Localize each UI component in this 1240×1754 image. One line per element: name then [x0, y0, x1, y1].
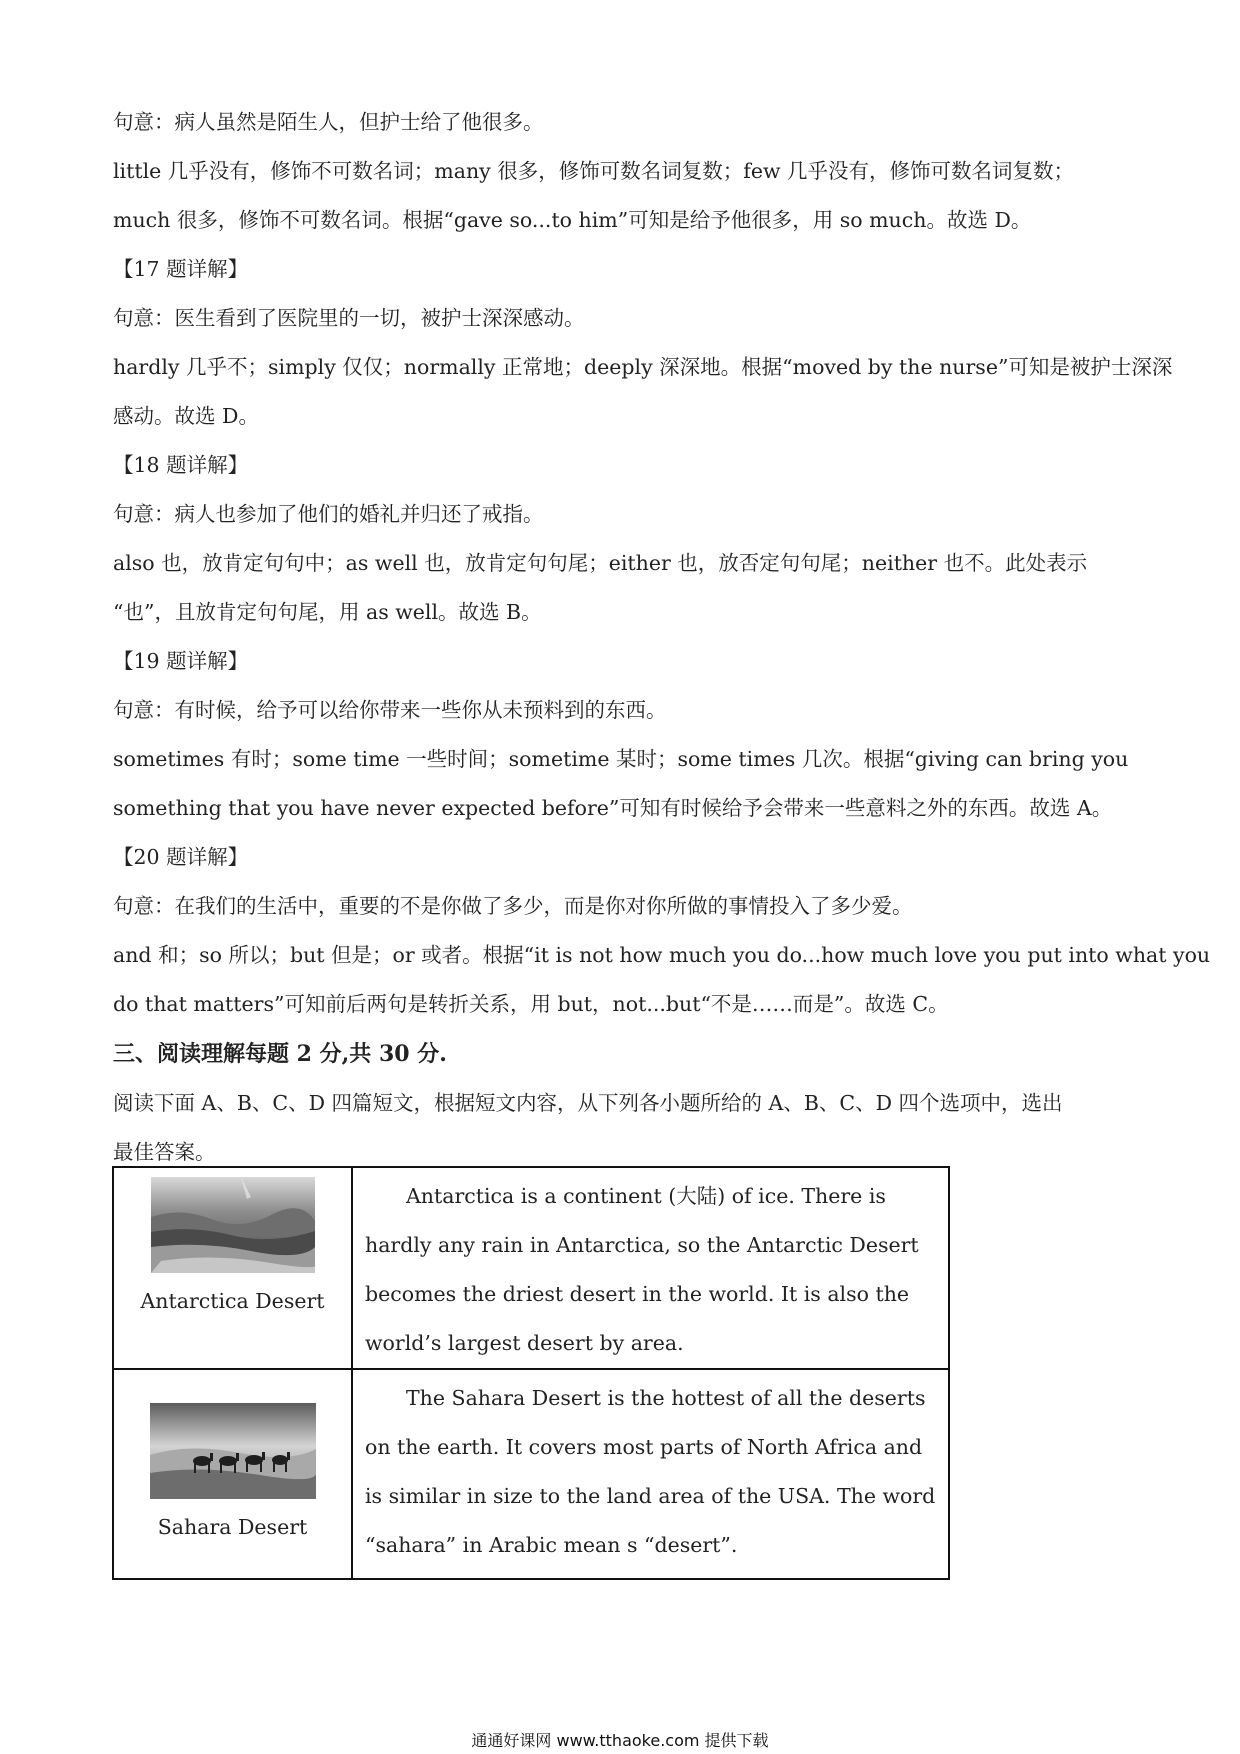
desert-description: Antarctica is a continent (大陆) of ice. There is hardly any rain in Antarctica, so the Antarctic Desert becomes the driest desert in the world. It is also the world’s largest desert by area.	[365, 1184, 919, 1355]
text-line: do that matters”可知前后两句是转折关系，用 but，not...but“不是……而是”。故选 C。	[113, 992, 949, 1016]
text-line: 句意：医生看到了医院里的一切，被护士深深感动。	[113, 306, 585, 330]
explanation-text	[113, 98, 1211, 1177]
text-line: 句意：有时候，给予可以给你带来一些你从未预料到的东西。	[113, 698, 667, 722]
text-line: sometimes 有时；some time 一些时间；sometime 某时；some times 几次。根据“giving can bring you	[113, 747, 1129, 771]
instruction-line: 阅读下面 A、B、C、D 四篇短文，根据短文内容，从下列各小题所给的 A、B、C、D 四个选项中，选出	[113, 1091, 1063, 1115]
table-row	[113, 1369, 949, 1579]
desert-table	[112, 1166, 950, 1580]
image-cell	[113, 1369, 352, 1579]
text-line: 句意：病人虽然是陌生人，但护士给了他很多。	[113, 110, 544, 134]
text-line: and 和；so 所以；but 但是；or 或者。根据“it is not how much you do...how much love you put into what you	[113, 943, 1211, 967]
sahara-desert-photo	[150, 1403, 316, 1499]
text-line: 句意：病人也参加了他们的婚礼并归还了戒指。	[113, 502, 544, 526]
question-heading-19: 【19 题详解】	[113, 649, 249, 673]
text-line: 感动。故选 D。	[113, 404, 259, 428]
footer-credit: 通通好课网 www.tthaoke.com 提供下载	[471, 1731, 769, 1750]
question-heading-18: 【18 题详解】	[113, 453, 249, 477]
description-cell	[352, 1167, 949, 1369]
antarctica-desert-photo	[151, 1177, 315, 1273]
image-cell	[113, 1167, 352, 1369]
question-heading-17: 【17 题详解】	[113, 257, 249, 281]
instruction-line: 最佳答案。	[113, 1140, 216, 1164]
desert-caption: Antarctica Desert	[140, 1289, 325, 1313]
text-line: much 很多，修饰不可数名词。根据“gave so...to him”可知是给予他很多，用 so much。故选 D。	[113, 208, 1032, 232]
table-row	[113, 1167, 949, 1369]
text-line: something that you have never expected before”可知有时候给予会带来一些意料之外的东西。故选 A。	[113, 796, 1113, 820]
desert-caption: Sahara Desert	[157, 1515, 308, 1539]
text-line: also 也，放肯定句句中；as well 也，放肯定句句尾；either 也，放否定句句尾；neither 也不。此处表示	[113, 551, 1088, 575]
text-line: 句意：在我们的生活中，重要的不是你做了多少，而是你对你所做的事情投入了多少爱。	[113, 894, 913, 918]
section-heading: 三、阅读理解每题 2 分,共 30 分.	[113, 1041, 447, 1067]
desert-description: The Sahara Desert is the hottest of all the deserts on the earth. It covers most parts of North Africa and is similar in size to the land area of the USA. The word “sahara” in Arabic mean s “desert”.	[365, 1386, 936, 1557]
text-line: little 几乎没有，修饰不可数名词；many 很多，修饰可数名词复数；few 几乎没有，修饰可数名词复数；	[113, 159, 1075, 183]
text-line: hardly 几乎不；simply 仅仅；normally 正常地；deeply 深深地。根据“moved by the nurse”可知是被护士深深	[113, 355, 1173, 379]
text-line: “也”，且放肯定句句尾，用 as well。故选 B。	[113, 600, 542, 624]
question-heading-20: 【20 题详解】	[113, 845, 249, 869]
description-cell	[352, 1369, 949, 1579]
